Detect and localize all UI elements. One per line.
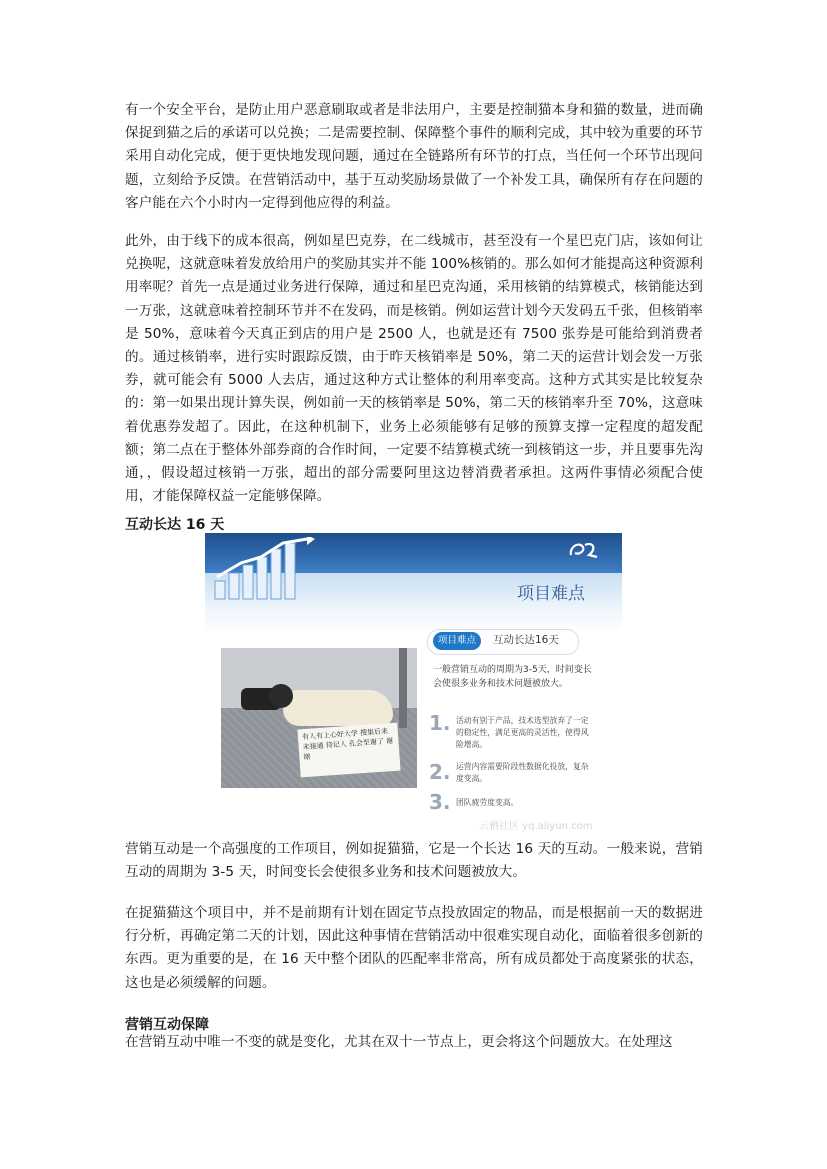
slide-item: 运营内容需要阶段性数据化投放，复杂度变高。	[456, 762, 589, 783]
paragraph-catch-cat: 在捉猫猫这个项目中，并不是前期有计划在固定节点投放固定的物品，而是根据前一天的数据进行分析，再确定第二天的计划，因此这种事情在营销活动中很难实现自动化，面临着很多创新的东西。更为重要的是，在 16 天中整个团队的匹配率非常高，所有成员都处于高度紧张的状态，这也是必须缓解的问题。	[125, 905, 703, 991]
project-difficulty-slide	[205, 533, 622, 833]
paragraph-change: 在营销互动中唯一不变的就是变化，尤其在双十一节点上，更会将这个问题放大。在处理这	[125, 1034, 673, 1050]
heading-marketing-guarantee: 营销互动保障	[125, 1017, 209, 1033]
slide-item: 团队疲劳度变高。	[456, 798, 519, 807]
photo-sleeping-engineer	[221, 648, 417, 788]
paragraph-coupon-redemption: 此外，由于线下的成本很高，例如星巴克券，在二线城市，甚至没有一个星巴克门店，该如何让兑换呢，这就意味着发放给用户的奖励其实并不能 100%核销的。那么如何才能提高这种资源利用率呢？首先一点是通过业务进行保障，通过和星巴克沟通，采用核销的结算模式，核销能达到一万张，这就意味着控制环节并不在发码，而是核销。例如运营计划今天发码五千张，但核销率是 50%，意味着今天真正到店的用户是 2500 人，也就是还有 7500 张券是可能给到消费者的。通过核销率，进行实时跟踪反馈，由于昨天核销率是 50%，第二天的运营计划会发一万张券，就可能会有 5000 人去店，通过这种方式让整体的利用率变高。这种方式其实是比较复杂的：第一如果出现计算失误，例如前一天的核销率是 50%，第二天的核销率升至 70%，这意味着优惠券发超了。因此，在这种机制下，业务上必须能够有足够的预算支撑一定程度的超发配额；第二点在于整体外部券商的合作时间，一定要不结算模式统一到核销这一步，并且要事先沟通，，假设超过核销一万张，超出的部分需要阿里这边替消费者承担。这两件事情必须配合使用，才能保障权益一定能够保障。	[125, 233, 703, 505]
item-number: 1.	[429, 711, 451, 735]
slide-item: 活动有别于产品，技术选型放弃了一定的稳定性，满足更高的灵活性，使得风险增高。	[456, 716, 589, 749]
heading-16-days: 互动长达 16 天	[125, 517, 225, 533]
watermark: 云栖社区 yq.aliyun.com	[479, 821, 593, 832]
alibaba-logo-icon	[567, 539, 601, 563]
item-number: 2.	[429, 760, 451, 784]
paragraph-intensity: 营销互动是一个高强度的工作项目，例如捉猫猫，它是一个长达 16 天的互动。一般来说，营销互动的周期为 3-5 天，时间变长会使很多业务和技术问题被放大。	[125, 841, 703, 881]
slide-intro: 一般营销互动的周期为3-5天，时间变长会使很多业务和技术问题被放大。	[433, 665, 592, 689]
bar-chart-icon	[211, 537, 321, 603]
slide-tag-text: 互动长达16天	[493, 634, 559, 646]
slide-title: 项目难点	[517, 584, 585, 604]
slide-tag: 项目难点	[433, 632, 481, 650]
paragraph-security-platform: 有一个安全平台，是防止用户恶意刷取或者是非法用户，主要是控制猫本身和猫的数量，进而确保捉到猫之后的承诺可以兑换；二是需要控制、保障整个事件的顺利完成，其中较为重要的环节采用自动化完成，便于更快地发现问题，通过在全链路所有环节的打点，当任何一个环节出现问题，立刻给予反馈。在营销活动中，基于互动奖励场景做了一个补发工具，确保所有存在问题的客户能在六个小时内一定得到他应得的利益。	[125, 102, 703, 211]
handwritten-sign: 有人有上心好大学 搜集后来未接通 待记人 孔会至谢了 谢谢	[297, 723, 400, 778]
item-number: 3.	[429, 790, 451, 814]
